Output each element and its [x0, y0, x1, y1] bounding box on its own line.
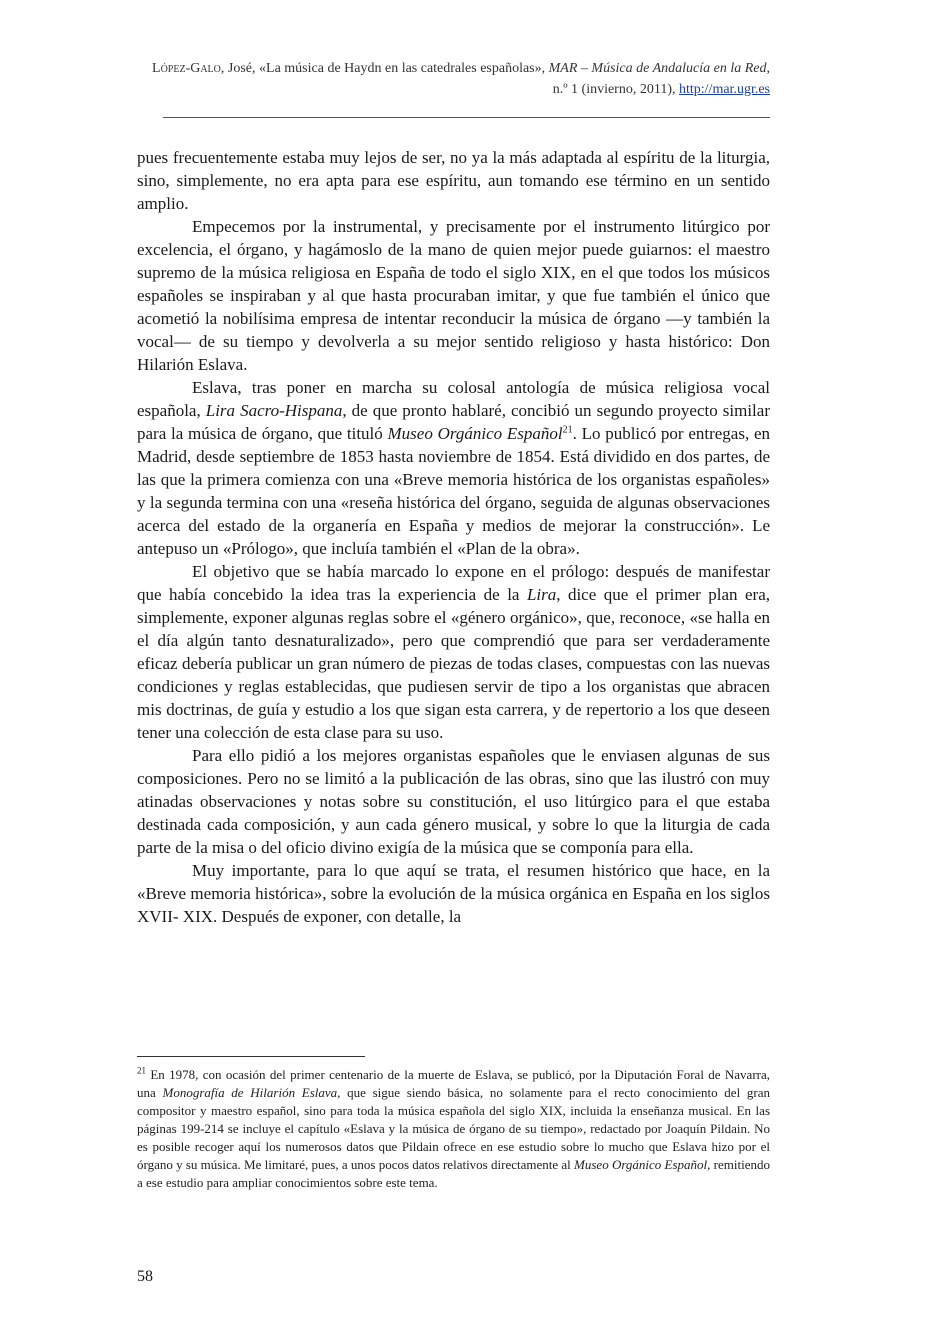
header-divider — [163, 117, 770, 118]
footnote-21 — [137, 1066, 770, 1192]
footnote-ref-21[interactable]: 21 — [562, 424, 573, 436]
p3-text-c: . Lo publicó por entregas, en Madrid, desde septiembre de 1853 hasta noviembre de 1854. Está dividido en dos partes, de las que la primera comienza con una «Breve memoria histórica de los organistas españoles» y la segunda termina con una «reseña histórica del órgano, seguida de algunas observaciones acerca del estado de la organería en España y medios de mejorar la construcción». Le antepuso un «Prólogo», que incluía también el «Plan de la obra». — [137, 424, 771, 558]
running-header — [137, 58, 770, 100]
paragraph-6: Muy importante, para lo que aquí se trata, el resumen histórico que hace, en la «Breve memoria histórica», sobre la evolución de la música orgánica en España en los siglos XVII- XIX. Después de exponer, con detalle, la — [137, 861, 770, 926]
header-author-rest: , José, «La música de Haydn en las catedrales españolas», — [220, 61, 549, 76]
p3-title-lira: Lira Sacro-Hispana — [205, 401, 343, 420]
p3-text-b: , de que pronto hablaré, concibió un segundo proyecto similar para la música de órgano, que tituló — [137, 401, 770, 443]
header-author-last: López-Galo — [152, 61, 221, 76]
footnote-text-c: , remitiendo a ese estudio para ampliar conocimientos sobre este tema. — [137, 1157, 770, 1190]
footnote-text-b: , que sigue siendo básica, no solamente para el recto conocimiento del gran compositor y maestro español, sino para toda la música española del siglo XIX, incluida la enseñanza musical. En las páginas 199-214 se incluye el capítulo «Eslava y la música de órgano de su tiempo», redactado por Joaquín Pildain. No es posible recoger aquí los numerosos datos que Pildain ofrece en ese estudio sobre lo mucho que Eslava hizo por el órgano y su música. Me limitaré, pues, a unos pocos datos relativos directamente al — [137, 1085, 770, 1172]
p4-text-b: , dice que el primer plan era, simplemente, exponer algunas reglas sobre el «género orgánico», que, reconoce, «se halla en el día algún tanto desnaturalizado», pero que comprendió que para ser verdaderamente eficaz debería publicar un gran número de piezas de todas clases, compuestas con las nuevas condiciones y reglas establecidas, que pudiesen servir de tipo a los organistas que abracen mis doctrinas, de guía y estudio a los que sigan esta carrera, y de repertorio a los que deseen tener una colección de esta clase para su uso. — [137, 585, 770, 742]
header-url-link[interactable]: http://mar.ugr.es — [679, 82, 770, 97]
paragraph-2: Empecemos por la instrumental, y precisamente por el instrumento litúrgico por excelencia, el órgano, y hagámoslo de la mano de quien mejor puede guiarnos: el maestro supremo de la música religiosa en España de todo el siglo XIX, en el que todos los músicos españoles se inspiraban y al que hasta procuraban imitar, y que fue también el único que acometió la nobilísima empresa de intentar reconducir la música de órgano —y también la vocal— de su tiempo y devolverla a su mejor sentido religioso y hasta histórico: Don Hilarión Eslava. — [137, 217, 770, 374]
footnote-number: 21 — [137, 1065, 146, 1076]
header-journal: MAR – Música de Andalucía en la Red — [548, 61, 767, 76]
paragraph-3 — [137, 376, 770, 560]
p4-text-a: El objetivo que se había marcado lo expone en el prólogo: después de manifestar que había concebido la idea tras la experiencia de la — [137, 562, 770, 604]
p4-title-lira: Lira — [526, 585, 557, 604]
footnote-divider — [137, 1056, 365, 1057]
footnote-title-museo: Museo Orgánico Español — [574, 1157, 708, 1172]
body-text — [137, 146, 770, 928]
footnote-text-a: En 1978, con ocasión del primer centenario de la muerte de Eslava, se publicó, por la Diputación Foral de Navarra, una — [137, 1067, 770, 1100]
footnote-title-monografia: Monografía de Hilarión Eslava — [162, 1085, 338, 1100]
paragraph-1: pues frecuentemente estaba muy lejos de ser, no ya la más adaptada al espíritu de la liturgia, sino, simplemente, no era apta para ese espíritu, aun tomando ese término en un sentido amplio. — [137, 148, 770, 213]
p3-title-museo: Museo Orgánico Español — [387, 424, 563, 443]
paragraph-4 — [137, 560, 770, 744]
header-issue: , n.º 1 (invierno, 2011), — [552, 61, 770, 97]
p3-text-a: Eslava, tras poner en marcha su colosal antología de música religiosa vocal española, — [137, 378, 770, 420]
page-number: 58 — [137, 1268, 153, 1285]
paragraph-5: Para ello pidió a los mejores organistas españoles que le enviasen algunas de sus composiciones. Pero no se limitó a la publicación de las obras, sino que las ilustró con muy atinadas observaciones y notas sobre su constitución, el uso litúrgico para el que estaba destinada cada composición, y aun cada género musical, y sobre lo que la liturgia de cada parte de la misa o del oficio divino exigía de la música que se componía para ella. — [137, 746, 770, 857]
